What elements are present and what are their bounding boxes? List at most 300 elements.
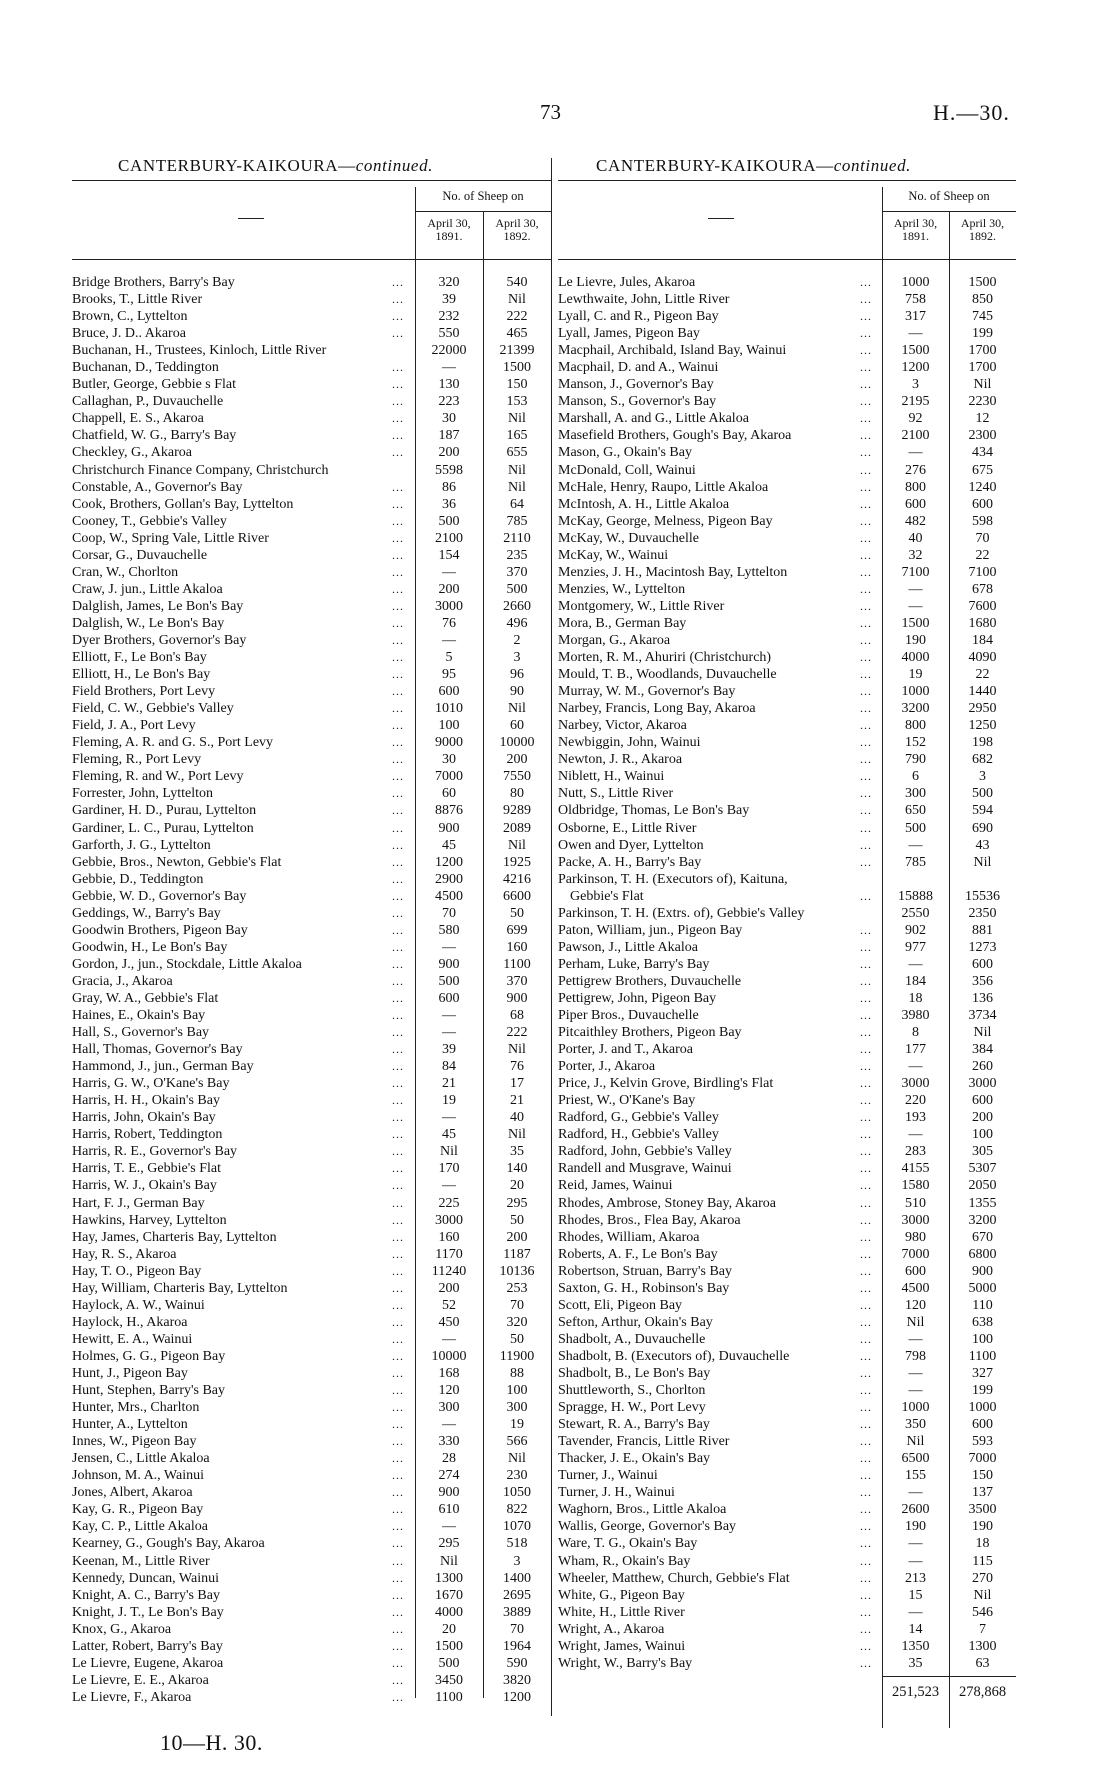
- leader-dots: ...: [392, 1110, 404, 1125]
- leader-dots: ...: [392, 786, 404, 801]
- table-row: [558, 734, 1016, 751]
- sheep-1892: 500: [506, 581, 528, 597]
- table-row: [558, 1655, 1016, 1672]
- sheep-1891: 30: [442, 411, 456, 427]
- table-row: [558, 632, 1016, 649]
- entry-name: Lyall, C. and R., Pigeon Bay: [558, 309, 719, 325]
- sheep-1891: 19: [908, 667, 923, 683]
- leader-dots: ...: [392, 632, 404, 647]
- sheep-1891: 600: [438, 684, 460, 700]
- entry-name: Brooks, T., Little River: [72, 292, 203, 308]
- sheep-1892: 295: [506, 1195, 528, 1211]
- sheep-1892: 150: [972, 1468, 993, 1484]
- entry-name: Nutt, S., Little River: [558, 786, 674, 802]
- entry-name: White, G., Pigeon Bay: [558, 1587, 685, 1603]
- sheep-1891: 39: [442, 292, 456, 308]
- table-row: [72, 444, 551, 461]
- sheep-1892: 3200: [968, 1212, 997, 1228]
- entry-name: Porter, J., Akaroa: [558, 1059, 656, 1075]
- table-row: [558, 1314, 1016, 1331]
- leader-dots: ...: [392, 1178, 404, 1193]
- entry-name: Wham, R., Okain's Bay: [558, 1553, 691, 1569]
- table-row: [72, 1638, 551, 1655]
- sheep-1892: 136: [972, 990, 993, 1006]
- leader-dots: ...: [860, 1417, 872, 1432]
- sheep-1891: 168: [438, 1366, 460, 1381]
- sheep-1891: 610: [438, 1502, 460, 1518]
- entry-name: Osborne, E., Little River: [558, 820, 697, 836]
- sheep-1891: 22000: [431, 343, 467, 359]
- sheep-1891: 213: [905, 1570, 926, 1586]
- table-row: [72, 905, 551, 922]
- sheep-1891: 155: [905, 1468, 926, 1484]
- table-row: [72, 666, 551, 683]
- entry-name: Mould, T. B., Woodlands, Duvauchelle: [558, 667, 777, 683]
- leader-dots: ...: [392, 1042, 404, 1057]
- sheep-1891: 320: [438, 275, 460, 290]
- table-row: [72, 1570, 551, 1587]
- table-row: [72, 1331, 551, 1348]
- table-row: [72, 683, 551, 700]
- sheep-1891: 190: [905, 1519, 926, 1535]
- sheep-1891: 2550: [901, 905, 930, 921]
- table-row: [558, 1450, 1016, 1467]
- sheep-1892: 5000: [968, 1280, 997, 1296]
- entry-name: Knight, A. C., Barry's Bay: [72, 1587, 220, 1603]
- section-title-right: [596, 156, 911, 176]
- table-row: [558, 717, 1016, 734]
- entry-name: Porter, J. and T., Akaroa: [558, 1042, 694, 1058]
- table-row: [558, 479, 1016, 496]
- leader-dots: ...: [860, 1655, 872, 1670]
- entry-name: Wright, W., Barry's Bay: [558, 1655, 693, 1671]
- leader-dots: ...: [860, 292, 872, 307]
- sheep-1891: 3450: [435, 1672, 463, 1688]
- table-row: [558, 581, 1016, 598]
- sheep-1891: 120: [438, 1383, 460, 1399]
- table-row: [558, 410, 1016, 427]
- entry-name: Hay, James, Charteris Bay, Lyttelton: [72, 1229, 277, 1245]
- entry-name: Craw, J. jun., Little Akaloa: [72, 581, 223, 597]
- leader-dots: ...: [392, 939, 404, 954]
- sheep-1892: Nil: [508, 411, 526, 427]
- sheep-1891: 785: [905, 854, 926, 870]
- table-row: [72, 734, 551, 751]
- sheep-1891: 758: [905, 292, 926, 308]
- entry-name: Gracia, J., Akaroa: [72, 973, 173, 989]
- entry-name: Mason, G., Okain's Bay: [558, 445, 692, 461]
- sheep-1892: 670: [972, 1229, 993, 1245]
- sheep-1891: 902: [905, 922, 926, 938]
- leader-dots: ...: [860, 1434, 872, 1449]
- sheep-1891: 274: [438, 1468, 460, 1484]
- sheep-1892: 1964: [503, 1638, 531, 1654]
- sheep-1892: 80: [510, 786, 524, 802]
- sheep-1892: Nil: [508, 1042, 526, 1058]
- sheep-1892: 19: [510, 1417, 524, 1433]
- leader-dots: ...: [392, 1314, 404, 1329]
- sheep-1892: 222: [506, 309, 528, 325]
- sheep-1892: 43: [975, 837, 990, 853]
- table-row: [72, 922, 551, 939]
- table-row: [558, 1348, 1016, 1365]
- leader-dots: ...: [392, 326, 404, 341]
- sheep-1892: 384: [972, 1042, 993, 1058]
- entry-name: Field, C. W., Gebbie's Valley: [72, 701, 234, 717]
- table-row: [558, 1416, 1016, 1433]
- leader-dots: ...: [860, 1195, 872, 1210]
- table-row: [558, 683, 1016, 700]
- header-dash: [238, 218, 264, 219]
- sheep-1892: 1273: [968, 939, 997, 955]
- entry-name: Perham, Luke, Barry's Bay: [558, 956, 710, 972]
- column-rule: [415, 258, 416, 1698]
- leader-dots: ...: [860, 1604, 872, 1619]
- entry-name: Turner, J. H., Wainui: [558, 1485, 675, 1501]
- leader-dots: ...: [392, 1229, 404, 1244]
- leader-dots: ...: [392, 275, 404, 289]
- entry-name: Rhodes, Bros., Flea Bay, Akaroa: [558, 1212, 741, 1228]
- sheep-1892: 3000: [968, 1076, 997, 1092]
- entry-name: Wallis, George, Governor's Bay: [558, 1519, 737, 1535]
- entry-name: Harris, T. E., Gebbie's Flat: [72, 1161, 221, 1177]
- sheep-1891: 1500: [901, 343, 930, 359]
- sheep-1892: 3820: [503, 1672, 531, 1688]
- entry-name: Elliott, F., Le Bon's Bay: [72, 650, 207, 666]
- sheep-1891: 1500: [435, 1638, 463, 1654]
- table-row: [72, 410, 551, 427]
- table-row: [558, 1365, 1016, 1382]
- sheep-1892: 2089: [503, 820, 531, 836]
- sheep-1891: 92: [908, 411, 923, 427]
- sheep-1891: —: [442, 1519, 456, 1535]
- sheep-1892: 3889: [503, 1604, 531, 1620]
- table-row: [558, 802, 1016, 819]
- entry-name: Turner, J., Wainui: [558, 1468, 658, 1484]
- section-title-text: CANTERBURY-KAIKOURA—: [596, 156, 834, 175]
- sheep-1891: —: [908, 1553, 923, 1569]
- column-rule: [483, 258, 484, 1698]
- entry-name: Lyall, James, Pigeon Bay: [558, 326, 700, 342]
- right-rows: [558, 274, 1016, 1672]
- sheep-1891: 500: [438, 1655, 460, 1671]
- sheep-1891: 170: [438, 1161, 460, 1177]
- leader-dots: ...: [860, 615, 872, 630]
- table-row: [72, 1484, 551, 1501]
- leader-dots: ...: [860, 598, 872, 613]
- sheep-1892: 100: [972, 1127, 993, 1143]
- entry-name: Goodwin Brothers, Pigeon Bay: [72, 922, 248, 938]
- leader-dots: ...: [392, 428, 404, 443]
- leader-dots: ...: [392, 1025, 404, 1040]
- sheep-1892: 900: [506, 990, 528, 1006]
- sheep-1891: 200: [438, 581, 460, 597]
- table-row: [558, 922, 1016, 939]
- entry-name: Manson, J., Governor's Bay: [558, 377, 714, 393]
- entry-name: Gray, W. A., Gebbie's Flat: [72, 990, 219, 1006]
- table-row: [72, 427, 551, 444]
- table-row: [558, 308, 1016, 325]
- entry-name: Menzies, J. H., Macintosh Bay, Lyttelton: [558, 564, 788, 580]
- sheep-1891: 95: [442, 667, 456, 683]
- sheep-1891: 2195: [901, 394, 930, 410]
- leader-dots: ...: [860, 990, 872, 1005]
- sheep-1892: 253: [506, 1280, 528, 1296]
- entry-name: Le Lievre, E. E., Akaroa: [72, 1672, 209, 1688]
- table-header: [558, 180, 1016, 260]
- sheep-1891: 3000: [435, 1212, 463, 1228]
- sheep-1892: 1300: [968, 1638, 997, 1654]
- table-row: [558, 564, 1016, 581]
- sheep-1892: 22: [975, 547, 990, 563]
- sheep-1891: —: [442, 1025, 456, 1041]
- table-row: [72, 530, 551, 547]
- sheep-1892: 200: [972, 1110, 993, 1126]
- leader-dots: ...: [860, 309, 872, 324]
- leader-dots: ...: [860, 1553, 872, 1568]
- sheep-1892: Nil: [508, 1451, 526, 1467]
- sheep-1892: 11900: [499, 1348, 535, 1364]
- leader-dots: ...: [392, 1570, 404, 1585]
- entry-name: Reid, James, Wainui: [558, 1178, 673, 1194]
- sheep-1891: 45: [442, 837, 456, 853]
- leader-dots: ...: [392, 547, 404, 562]
- sheep-1892: Nil: [973, 1587, 992, 1603]
- entry-name: Pawson, J., Little Akaloa: [558, 939, 698, 955]
- sheep-1892: 1400: [503, 1570, 531, 1586]
- table-row: [558, 837, 1016, 854]
- sheep-1891: —: [442, 1178, 456, 1194]
- table-row: [72, 1433, 551, 1450]
- entry-name: McKay, W., Duvauchelle: [558, 530, 699, 546]
- header-col-1892-line1: April 30,: [960, 216, 1005, 230]
- leader-dots: ...: [392, 1502, 404, 1517]
- header-rule: [949, 211, 950, 259]
- entry-name: Cooney, T., Gebbie's Valley: [72, 513, 227, 529]
- sheep-1892: 1500: [968, 275, 997, 290]
- leader-dots: ...: [392, 1263, 404, 1278]
- table-row: [558, 274, 1016, 291]
- entry-name: Pettigrew Brothers, Duvauchelle: [558, 973, 742, 989]
- sheep-1892: 21399: [499, 343, 535, 359]
- sheep-1891: 798: [905, 1348, 926, 1364]
- sheep-1892: 2695: [503, 1587, 531, 1603]
- sheep-1891: —: [908, 1059, 923, 1075]
- entry-name: Checkley, G., Akaroa: [72, 445, 192, 461]
- leader-dots: ...: [392, 1536, 404, 1551]
- sheep-1891: 84: [442, 1059, 456, 1075]
- leader-dots: ...: [392, 309, 404, 324]
- sheep-1892: 100: [506, 1383, 528, 1399]
- sheep-1891: —: [908, 837, 923, 853]
- sheep-1891: 7000: [435, 769, 463, 785]
- sheep-1891: —: [442, 1110, 456, 1126]
- table-row: [558, 871, 1016, 888]
- entry-name: Thacker, J. E., Okain's Bay: [558, 1451, 711, 1467]
- sheep-1891: —: [442, 1417, 456, 1433]
- sheep-1892: 140: [506, 1161, 528, 1177]
- entry-name: Newbiggin, John, Wainui: [558, 735, 701, 751]
- leader-dots: ...: [860, 837, 872, 852]
- sheep-1891: 3980: [901, 1008, 930, 1024]
- center-divider: [551, 158, 552, 1716]
- table-row: [72, 854, 551, 871]
- sheep-1892: 699: [506, 922, 528, 938]
- leader-dots: ...: [392, 1553, 404, 1568]
- sheep-1891: 9000: [435, 735, 463, 751]
- leader-dots: ...: [392, 598, 404, 613]
- sheep-1892: 1700: [968, 360, 997, 376]
- leader-dots: ...: [392, 803, 404, 818]
- sheep-1892: 7600: [968, 598, 997, 614]
- sheep-1892: 90: [510, 684, 524, 700]
- entry-name: McHale, Henry, Raupo, Little Akaloa: [558, 479, 769, 495]
- sheep-1892: Nil: [508, 701, 526, 717]
- entry-name: Field, J. A., Port Levy: [72, 718, 196, 734]
- sheep-1891: —: [908, 445, 923, 461]
- header-col-1892-line1: April 30,: [495, 216, 539, 230]
- table-row: [558, 1160, 1016, 1177]
- entry-name: Hall, Thomas, Governor's Bay: [72, 1042, 243, 1058]
- table-row: [72, 1382, 551, 1399]
- entry-name: Randell and Musgrave, Wainui: [558, 1161, 732, 1177]
- sheep-1891: 100: [438, 718, 460, 734]
- table-row: [72, 1075, 551, 1092]
- sheep-1892: 7550: [503, 769, 531, 785]
- leader-dots: ...: [392, 888, 404, 903]
- table-row: [72, 751, 551, 768]
- sheep-1892: 200: [506, 1229, 528, 1245]
- leader-dots: ...: [860, 479, 872, 494]
- sheep-1891: 120: [905, 1297, 926, 1313]
- leader-dots: ...: [860, 632, 872, 647]
- sheep-1892: 600: [972, 1417, 993, 1433]
- entry-name: Cook, Brothers, Gollan's Bay, Lyttelton: [72, 496, 294, 512]
- table-row: [72, 1263, 551, 1280]
- sheep-1892: 5307: [968, 1161, 997, 1177]
- sheep-1892: 17: [510, 1076, 524, 1092]
- table-row: [72, 1092, 551, 1109]
- table-row: [558, 1280, 1016, 1297]
- leader-dots: ...: [860, 1348, 872, 1363]
- leader-dots: ...: [860, 701, 872, 716]
- table-row: [72, 956, 551, 973]
- leader-dots: ...: [392, 581, 404, 596]
- table-row: [72, 615, 551, 632]
- table-row: [72, 274, 551, 291]
- sheep-1891: Nil: [440, 1144, 458, 1160]
- sheep-1892: 4090: [968, 650, 997, 666]
- leader-dots: ...: [860, 769, 872, 784]
- sheep-1891: 5: [445, 650, 453, 666]
- leader-dots: ...: [860, 377, 872, 392]
- section-title-left: [118, 156, 433, 176]
- column-rule: [882, 258, 883, 1728]
- sheep-1891: 2900: [435, 871, 463, 887]
- leader-dots: ...: [392, 1093, 404, 1108]
- sheep-1892: 1240: [968, 479, 997, 495]
- leader-dots: ...: [392, 1417, 404, 1432]
- sheep-1891: 223: [438, 394, 460, 410]
- leader-dots: ...: [392, 973, 404, 988]
- sheep-1891: 15: [908, 1587, 923, 1603]
- sheep-1891: 160: [438, 1229, 460, 1245]
- entry-name: Gardiner, H. D., Purau, Lyttelton: [72, 803, 257, 819]
- table-row: [558, 1535, 1016, 1552]
- table-row: [72, 1365, 551, 1382]
- sheep-1892: 1500: [503, 360, 531, 376]
- leader-dots: ...: [392, 820, 404, 835]
- sheep-1891: 200: [438, 1280, 460, 1296]
- table-row: [558, 615, 1016, 632]
- sheep-1891: 6: [912, 769, 919, 785]
- table-row: [72, 888, 551, 905]
- sheep-1891: 3000: [901, 1076, 930, 1092]
- leader-dots: ...: [392, 837, 404, 852]
- table-row: [72, 325, 551, 342]
- table-row: [72, 1177, 551, 1194]
- table-row: [72, 632, 551, 649]
- table-row: [558, 1041, 1016, 1058]
- sheep-1891: 977: [905, 939, 926, 955]
- leader-dots: ...: [860, 1246, 872, 1261]
- entry-name: Menzies, W., Lyttelton: [558, 581, 686, 597]
- entry-name: Kearney, G., Gough's Bay, Akaroa: [72, 1536, 265, 1552]
- table-row: [72, 820, 551, 837]
- sheep-1892: 20: [510, 1178, 524, 1194]
- sheep-1891: 6500: [901, 1451, 930, 1467]
- table-row: [558, 751, 1016, 768]
- leader-dots: ...: [860, 1229, 872, 1244]
- leader-dots: ...: [392, 1280, 404, 1295]
- leader-dots: ...: [860, 1400, 872, 1415]
- sheep-1892: 600: [972, 956, 993, 972]
- sheep-1892: 1000: [968, 1400, 997, 1416]
- sheep-1891: 18: [908, 990, 923, 1006]
- leader-dots: ...: [860, 1587, 872, 1602]
- sheep-1891: 3000: [901, 1212, 930, 1228]
- sheep-1891: 482: [905, 513, 926, 529]
- sheep-1891: 1000: [901, 275, 930, 290]
- sheep-1892: 7100: [968, 564, 997, 580]
- leader-dots: ...: [860, 888, 872, 903]
- sheep-1891: —: [442, 939, 456, 955]
- sheep-1892: 199: [972, 1383, 993, 1399]
- table-row: [72, 785, 551, 802]
- leader-dots: ...: [392, 1689, 404, 1704]
- table-row: [558, 598, 1016, 615]
- sheep-1891: 1100: [435, 1689, 463, 1705]
- header-col-1891-line2: 1891.: [435, 229, 463, 243]
- sheep-1892: 96: [510, 667, 524, 683]
- leader-dots: ...: [392, 718, 404, 733]
- sheep-1892: 850: [972, 292, 993, 308]
- entry-name: Buchanan, D., Teddington: [72, 360, 219, 376]
- entry-name: Le Lievre, Jules, Akaroa: [558, 275, 696, 290]
- entry-name: Shadbolt, A., Duvauchelle: [558, 1331, 706, 1347]
- sheep-1891: 225: [438, 1195, 460, 1211]
- sheep-1892: 3734: [968, 1008, 997, 1024]
- entry-name: Harris, W. J., Okain's Bay: [72, 1178, 217, 1194]
- sheep-1892: 7000: [968, 1451, 997, 1467]
- table-row: [72, 564, 551, 581]
- sheep-1891: 130: [438, 377, 460, 393]
- table-row: [72, 1535, 551, 1552]
- sheep-1891: 600: [438, 990, 460, 1006]
- sheep-1892: 198: [972, 735, 993, 751]
- sheep-1891: —: [442, 1331, 456, 1347]
- leader-dots: ...: [392, 769, 404, 784]
